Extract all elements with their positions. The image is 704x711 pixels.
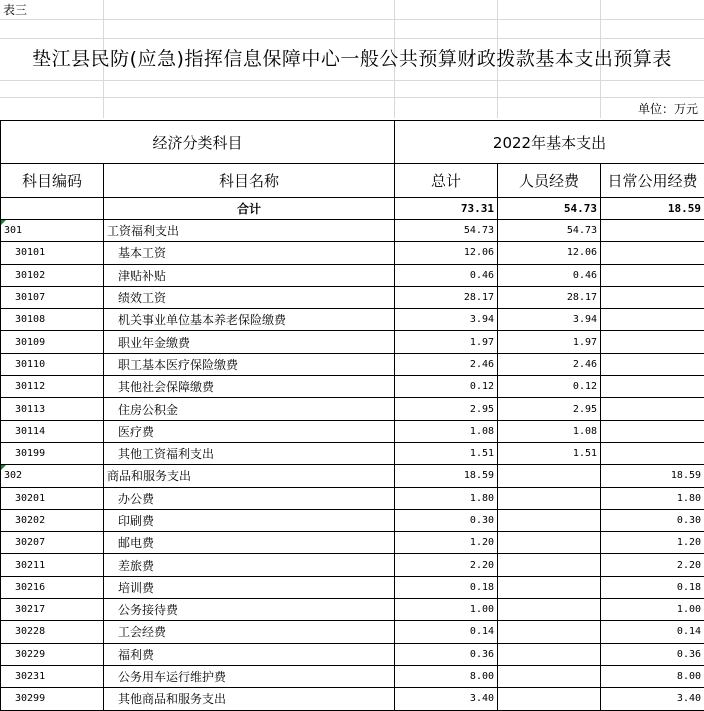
table-row [1, 509, 704, 531]
table-row [1, 309, 704, 331]
header-year-column: 2022年基本支出 [395, 121, 704, 164]
row-name: 福利费 [104, 643, 395, 665]
row-code: 301 [1, 220, 104, 242]
row-total: 0.18 [395, 576, 498, 598]
header-public: 日常公用经费 [601, 164, 704, 198]
row-public: 1.00 [601, 599, 704, 621]
row-name: 工会经费 [104, 621, 395, 643]
row-public: 18.59 [601, 465, 704, 487]
row-personnel: 1.51 [498, 442, 601, 464]
row-name: 培训费 [104, 576, 395, 598]
row-public: 0.14 [601, 621, 704, 643]
row-code: 30207 [1, 532, 104, 554]
row-personnel [498, 487, 601, 509]
row-personnel [498, 599, 601, 621]
row-total: 0.46 [395, 264, 498, 286]
row-personnel [498, 643, 601, 665]
row-personnel [498, 688, 601, 710]
row-total: 8.00 [395, 665, 498, 687]
row-total: 12.06 [395, 242, 498, 264]
row-name: 绩效工资 [104, 286, 395, 308]
row-name: 机关事业单位基本养老保险缴费 [104, 309, 395, 331]
row-code: 30101 [1, 242, 104, 264]
row-personnel: 1.08 [498, 420, 601, 442]
row-code: 30217 [1, 599, 104, 621]
header-category: 经济分类科目 [1, 121, 395, 164]
row-personnel [498, 554, 601, 576]
row-personnel [498, 509, 601, 531]
row-name: 办公费 [104, 487, 395, 509]
table-row [1, 242, 704, 264]
sum-personnel: 54.73 [498, 198, 601, 220]
table-row [1, 331, 704, 353]
row-name: 津贴补贴 [104, 264, 395, 286]
row-total: 0.14 [395, 621, 498, 643]
row-personnel: 54.73 [498, 220, 601, 242]
row-code: 302 [1, 465, 104, 487]
row-total: 1.97 [395, 331, 498, 353]
budget-table [0, 120, 704, 711]
row-name: 基本工资 [104, 242, 395, 264]
table-row [1, 665, 704, 687]
sum-label: 合计 [104, 198, 395, 220]
row-personnel: 2.46 [498, 353, 601, 375]
row-total: 3.40 [395, 688, 498, 710]
row-name: 其他工资福利支出 [104, 442, 395, 464]
row-total: 0.12 [395, 376, 498, 398]
row-personnel: 28.17 [498, 286, 601, 308]
table-row [1, 599, 704, 621]
row-total: 18.59 [395, 465, 498, 487]
header-total: 总计 [395, 164, 498, 198]
row-code: 30228 [1, 621, 104, 643]
row-total: 3.94 [395, 309, 498, 331]
row-name: 差旅费 [104, 554, 395, 576]
row-personnel: 12.06 [498, 242, 601, 264]
row-public [601, 331, 704, 353]
row-total: 2.46 [395, 353, 498, 375]
row-code: 30114 [1, 420, 104, 442]
row-personnel: 1.97 [498, 331, 601, 353]
sum-code-cell [1, 198, 104, 220]
row-public: 8.00 [601, 665, 704, 687]
row-code: 30110 [1, 353, 104, 375]
table-row [1, 532, 704, 554]
unit-label: 单位：万元 [637, 102, 698, 116]
sum-row [1, 198, 704, 220]
row-name: 印刷费 [104, 509, 395, 531]
row-public [601, 398, 704, 420]
row-total: 1.51 [395, 442, 498, 464]
table-row [1, 621, 704, 643]
row-personnel [498, 621, 601, 643]
row-public: 3.40 [601, 688, 704, 710]
row-personnel [498, 465, 601, 487]
row-name: 公务接待费 [104, 599, 395, 621]
table-row [1, 442, 704, 464]
table-row [1, 398, 704, 420]
row-code: 30112 [1, 376, 104, 398]
row-total: 0.30 [395, 509, 498, 531]
row-public [601, 264, 704, 286]
header-row-2 [1, 164, 704, 198]
row-total: 28.17 [395, 286, 498, 308]
row-code: 30231 [1, 665, 104, 687]
table-row [1, 487, 704, 509]
row-personnel [498, 576, 601, 598]
row-public [601, 353, 704, 375]
table-row [1, 376, 704, 398]
sum-public: 18.59 [601, 198, 704, 220]
row-total: 1.08 [395, 420, 498, 442]
row-public: 0.36 [601, 643, 704, 665]
table-row [1, 264, 704, 286]
row-personnel: 0.12 [498, 376, 601, 398]
row-code: 30102 [1, 264, 104, 286]
row-total: 1.80 [395, 487, 498, 509]
page-title: 垫江县民防(应急)指挥信息保障中心一般公共预算财政拨款基本支出预算表 [32, 48, 672, 70]
row-code: 30202 [1, 509, 104, 531]
header-name: 科目名称 [104, 164, 395, 198]
row-personnel: 0.46 [498, 264, 601, 286]
table-row [1, 286, 704, 308]
row-code: 30216 [1, 576, 104, 598]
row-name: 公务用车运行维护费 [104, 665, 395, 687]
row-total: 2.95 [395, 398, 498, 420]
row-public: 1.20 [601, 532, 704, 554]
table-row [1, 465, 704, 487]
row-name: 其他商品和服务支出 [104, 688, 395, 710]
row-code: 30199 [1, 442, 104, 464]
row-total: 2.20 [395, 554, 498, 576]
row-code: 30109 [1, 331, 104, 353]
sum-total: 73.31 [395, 198, 498, 220]
row-public: 0.18 [601, 576, 704, 598]
table-row [1, 576, 704, 598]
row-public [601, 242, 704, 264]
row-total: 1.00 [395, 599, 498, 621]
row-name: 职业年金缴费 [104, 331, 395, 353]
table-row [1, 643, 704, 665]
row-code: 30211 [1, 554, 104, 576]
row-public: 0.30 [601, 509, 704, 531]
header-row-1 [1, 121, 704, 164]
table-row [1, 420, 704, 442]
row-total: 54.73 [395, 220, 498, 242]
table-row [1, 220, 704, 242]
row-code: 30201 [1, 487, 104, 509]
row-code: 30229 [1, 643, 104, 665]
row-name: 医疗费 [104, 420, 395, 442]
table-row [1, 353, 704, 375]
row-total: 1.20 [395, 532, 498, 554]
row-public: 2.20 [601, 554, 704, 576]
row-code: 30107 [1, 286, 104, 308]
row-name: 职工基本医疗保险缴费 [104, 353, 395, 375]
row-public [601, 220, 704, 242]
row-name: 住房公积金 [104, 398, 395, 420]
row-code: 30113 [1, 398, 104, 420]
row-name: 工资福利支出 [104, 220, 395, 242]
row-code: 30299 [1, 688, 104, 710]
header-code: 科目编码 [1, 164, 104, 198]
row-public [601, 286, 704, 308]
row-name: 邮电费 [104, 532, 395, 554]
row-personnel [498, 665, 601, 687]
row-personnel [498, 532, 601, 554]
row-public [601, 376, 704, 398]
row-name: 商品和服务支出 [104, 465, 395, 487]
row-public [601, 420, 704, 442]
row-public [601, 442, 704, 464]
row-public: 1.80 [601, 487, 704, 509]
row-code: 30108 [1, 309, 104, 331]
row-total: 0.36 [395, 643, 498, 665]
row-name: 其他社会保障缴费 [104, 376, 395, 398]
row-personnel: 3.94 [498, 309, 601, 331]
table-row [1, 688, 704, 710]
sheet-label: 表三 [3, 3, 28, 17]
row-personnel: 2.95 [498, 398, 601, 420]
row-public [601, 309, 704, 331]
table-row [1, 554, 704, 576]
header-personnel: 人员经费 [498, 164, 601, 198]
